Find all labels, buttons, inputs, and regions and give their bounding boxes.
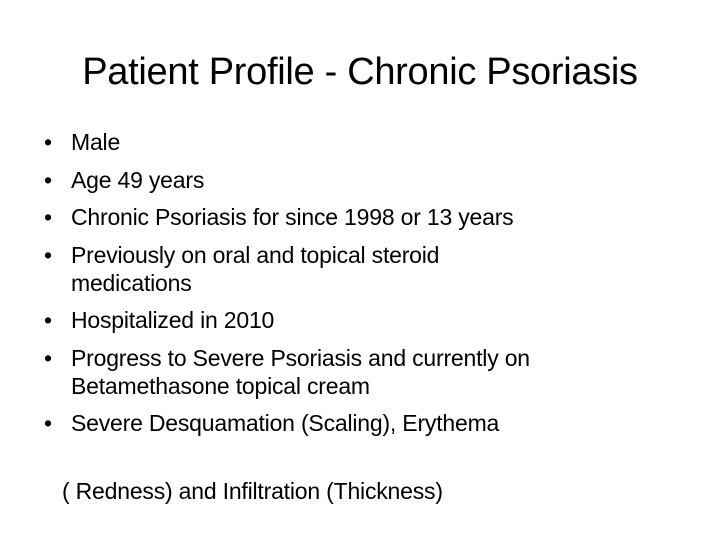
bullet-text: Hospitalized in 2010 bbox=[71, 307, 275, 333]
slide-title: Patient Profile - Chronic Psoriasis bbox=[82, 51, 638, 93]
bullet-text: Male bbox=[71, 129, 121, 155]
bullet-item-male bbox=[44, 128, 684, 156]
bullet-dot-icon: • bbox=[44, 344, 52, 371]
bullet-item-severe-desquamation bbox=[44, 409, 684, 437]
bullet-item-age bbox=[44, 166, 684, 194]
bullet-dot-icon: • bbox=[44, 241, 52, 268]
bullet-list bbox=[44, 128, 684, 447]
bullet-text: Severe Desquamation (Scaling), Erythema bbox=[71, 410, 500, 436]
bullet-dot-icon: • bbox=[44, 307, 52, 333]
bullet-dot-icon: • bbox=[44, 129, 52, 155]
bullet-item-progress bbox=[44, 344, 684, 400]
bullet-text: Chronic Psoriasis for since 1998 or 13 years bbox=[71, 204, 514, 230]
bullet-dot-icon: • bbox=[44, 166, 52, 193]
continuation-text: ( Redness) and Infiltration (Thickness) bbox=[62, 478, 443, 504]
bullet-item-chronic-psoriasis bbox=[44, 203, 684, 231]
bullet-text: Age 49 years bbox=[71, 166, 205, 193]
bullet-item-previous-medications bbox=[44, 241, 684, 297]
bullet-text: Previously on oral and topical steroid medications bbox=[71, 241, 440, 296]
bullet-dot-icon: • bbox=[44, 204, 52, 230]
bullet-item-hospitalized bbox=[44, 306, 684, 334]
bullet-dot-icon: • bbox=[44, 410, 52, 436]
bullet-text: Progress to Severe Psoriasis and currently on Betamethasone topical cream bbox=[71, 344, 530, 399]
